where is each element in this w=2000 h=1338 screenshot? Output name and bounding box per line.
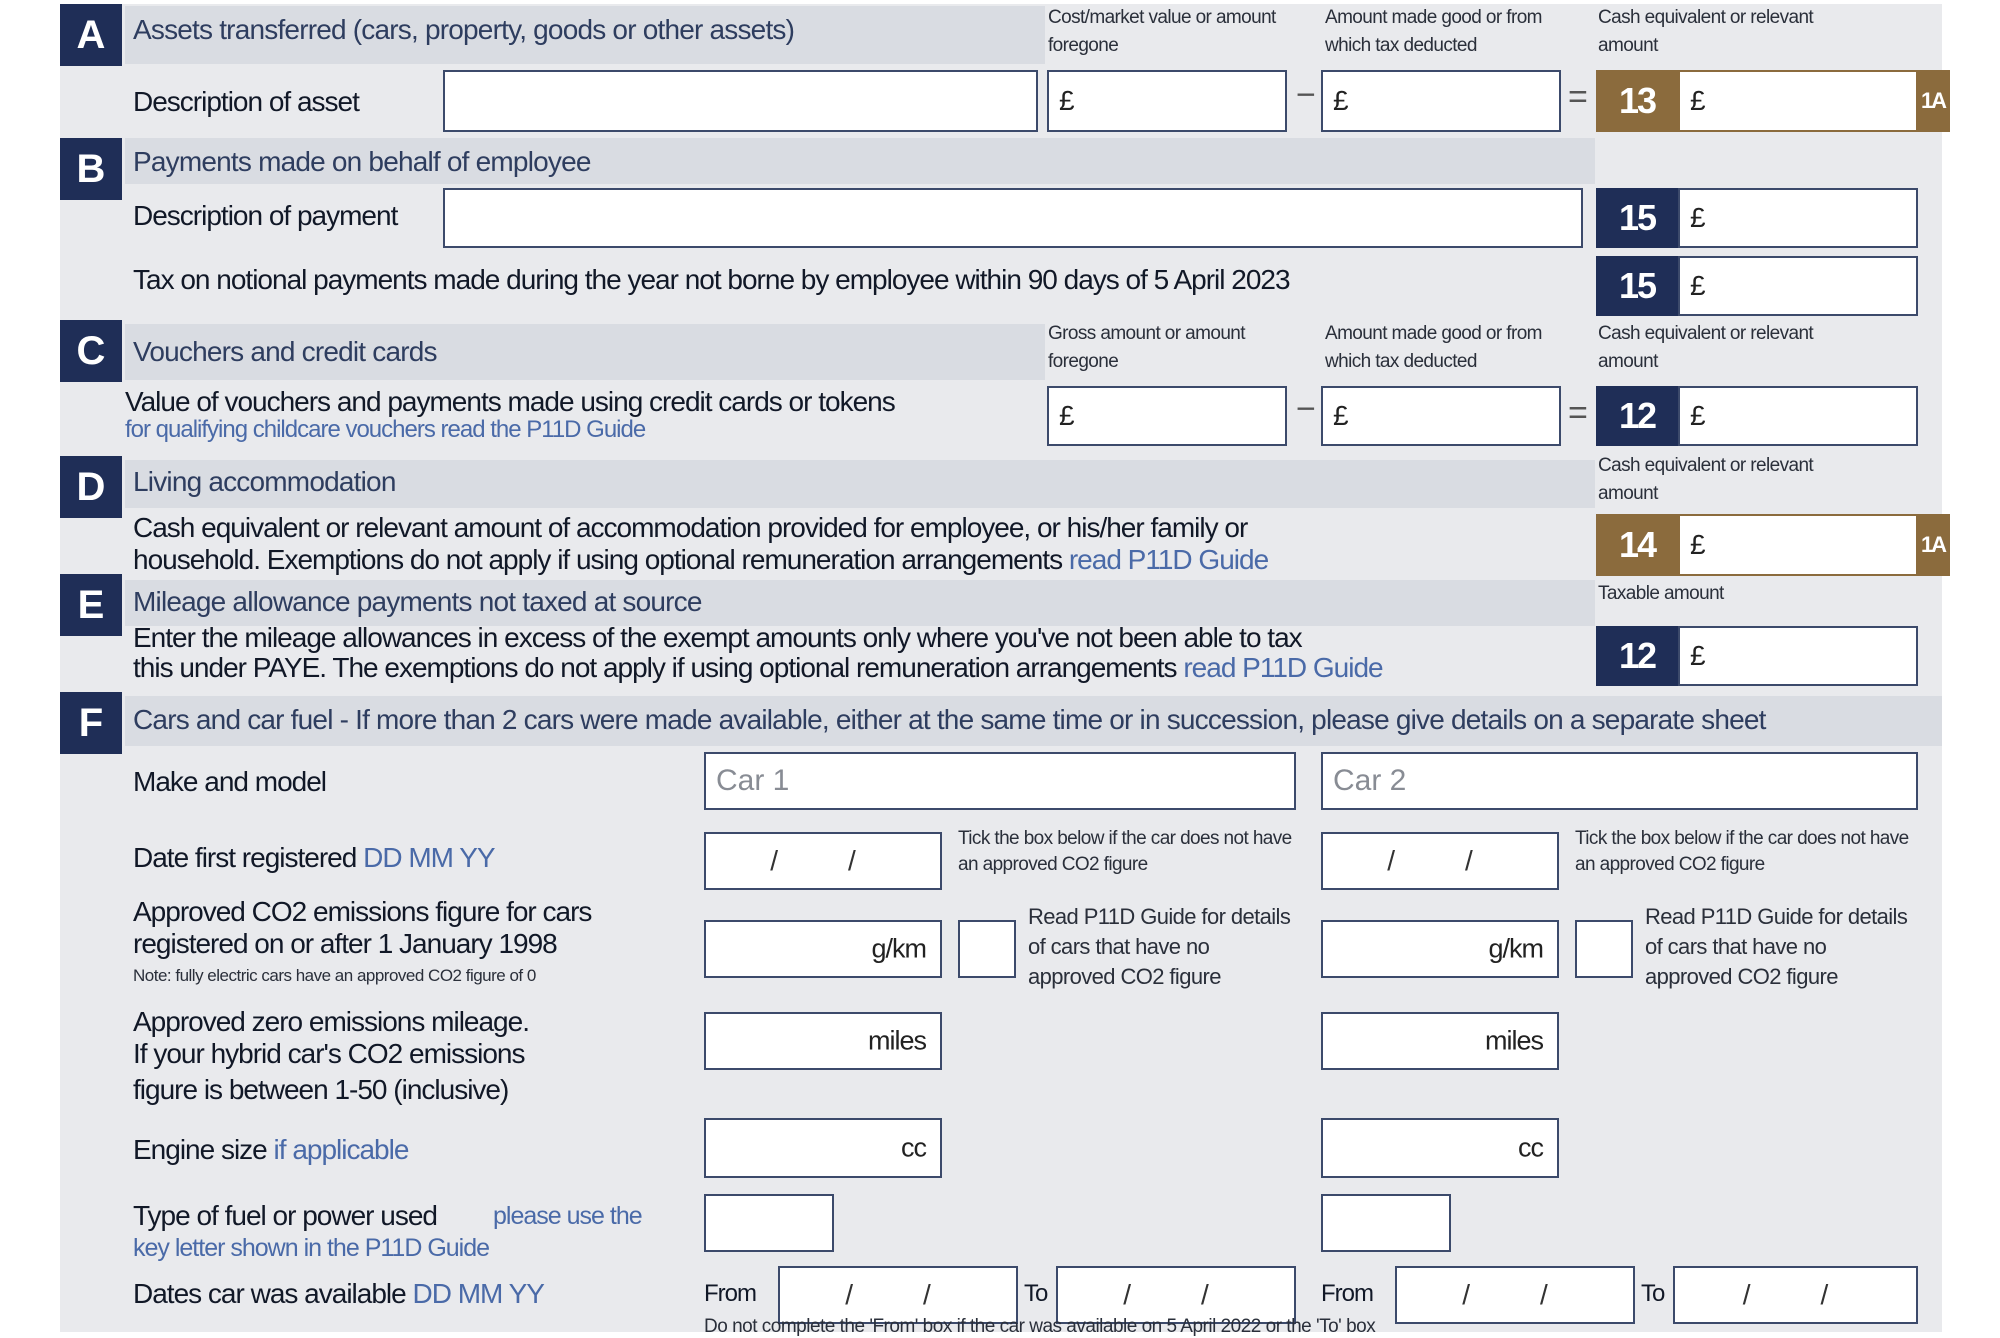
pound-sign: £: [1690, 270, 1706, 301]
section-a-col1-heading: Cost/market value or amount foregone: [1048, 7, 1276, 56]
car-2-engine-size-input[interactable]: [1321, 1118, 1559, 1178]
equals-sign: =: [1568, 394, 1588, 432]
car-2-from-label: From: [1321, 1280, 1373, 1307]
section-b-title: Payments made on behalf of employee: [133, 146, 591, 177]
section-b-badge: B: [60, 138, 122, 200]
vouchers-gross-input[interactable]: [1047, 386, 1287, 446]
dates-available-text: Dates car was available: [133, 1278, 406, 1309]
minus-sign: −: [1296, 76, 1316, 114]
payment-description-label: Description of payment: [133, 200, 398, 231]
accommodation-guide-hint: read P11D Guide: [1068, 544, 1269, 575]
date-separators: [780, 1279, 1016, 1311]
zero-emissions-label-3: figure is between 1-50 (inclusive): [133, 1074, 509, 1105]
date-slash: /: [1123, 1279, 1131, 1310]
car-2-available-from-input[interactable]: [1395, 1266, 1635, 1324]
box-number-14: 14: [1596, 514, 1678, 576]
date-slash: /: [1742, 1279, 1751, 1310]
car-1-engine-size-input[interactable]: [704, 1118, 942, 1178]
dates-footer-note: Do not complete the 'From' box if the car was available on 5 April 2022 or the 'To' box: [704, 1316, 1376, 1337]
vouchers-cash-equivalent-input[interactable]: [1678, 386, 1918, 446]
box-number-12: 12: [1596, 626, 1678, 686]
car-2-co2-guide-note: Read P11D Guide for details of cars that have no approved CO2 figure: [1645, 904, 1908, 989]
fuel-type-text: Type of fuel or power used: [133, 1200, 437, 1231]
date-slash: /: [1387, 845, 1395, 876]
class-1a-tag: 1A: [1916, 70, 1950, 132]
section-a-col2-heading: Amount made good or from which tax deducted: [1325, 7, 1542, 56]
asset-cost-input[interactable]: [1047, 70, 1287, 132]
date-slash: /: [770, 845, 778, 876]
asset-description-label: Description of asset: [133, 86, 359, 117]
car-1-no-co2-checkbox[interactable]: [958, 920, 1016, 978]
section-d-title: Living accommodation: [133, 466, 396, 497]
car-1-co2-guide-note: Read P11D Guide for details of cars that have no approved CO2 figure: [1028, 904, 1291, 989]
car-2-tick-note: Tick the box below if the car does not have an approved CO2 figure: [1575, 828, 1909, 875]
class-1a-tag: 1A: [1916, 514, 1950, 576]
equals-sign: =: [1568, 78, 1588, 116]
make-model-label: Make and model: [133, 766, 327, 797]
box-number-13: 13: [1596, 70, 1678, 132]
pound-sign: £: [1690, 202, 1706, 233]
accommodation-cash-equivalent-input[interactable]: [1678, 514, 1918, 576]
date-registered-hint: DD MM YY: [363, 842, 495, 873]
car-1-co2-input[interactable]: [704, 920, 942, 978]
section-a-badge: A: [60, 4, 122, 66]
date-slash: /: [848, 845, 856, 876]
car-2-co2-input[interactable]: [1321, 920, 1559, 978]
payment-amount-input[interactable]: [1678, 188, 1918, 248]
pound-sign: £: [1059, 85, 1075, 116]
car-1-to-label: To: [1024, 1280, 1048, 1307]
date-slash: /: [1820, 1279, 1829, 1310]
date-separators: [1397, 1279, 1633, 1311]
notional-payments-input[interactable]: [1678, 256, 1918, 316]
car-1-make-model-input[interactable]: [704, 752, 1296, 810]
mileage-guide-hint: read P11D Guide: [1183, 652, 1383, 683]
pound-sign: £: [1059, 400, 1075, 431]
minus-sign: −: [1296, 390, 1316, 428]
pound-sign: £: [1333, 400, 1349, 431]
section-c-badge: C: [60, 320, 122, 382]
co2-unit: g/km: [1488, 933, 1543, 964]
co2-label-line-1: Approved CO2 emissions figure for cars: [133, 896, 592, 927]
car-2-placeholder: Car 2: [1333, 764, 1407, 797]
miles-unit: miles: [867, 1025, 926, 1056]
car-1-date-registered-input[interactable]: [704, 832, 942, 890]
zero-emissions-label-2: If your hybrid car's CO2 emissions: [133, 1038, 525, 1069]
engine-size-hint: if applicable: [273, 1134, 409, 1165]
payment-description-input[interactable]: [443, 188, 1583, 248]
section-e-badge: E: [60, 574, 122, 636]
engine-size-text: Engine size: [133, 1134, 267, 1165]
fuel-type-hint: please use the key letter shown in the P11D Guide: [133, 1202, 642, 1262]
mileage-line-2: [133, 652, 1383, 684]
zero-emissions-label-1: Approved zero emissions mileage.: [133, 1006, 529, 1037]
asset-made-good-input[interactable]: [1321, 70, 1561, 132]
miles-unit: miles: [1484, 1025, 1543, 1056]
car-2-zero-emissions-input[interactable]: [1321, 1012, 1559, 1070]
section-e-title: Mileage allowance payments not taxed at source: [133, 586, 702, 617]
pound-sign: £: [1690, 400, 1706, 431]
section-c-title: Vouchers and credit cards: [133, 336, 437, 367]
mileage-line-2-text: this under PAYE. The exemptions do not apply if using optional remuneration arrangements: [133, 652, 1177, 683]
section-c-col2-heading: Amount made good or from which tax deducted: [1325, 323, 1542, 372]
date-slash: /: [1465, 845, 1473, 876]
car-2-date-registered-input[interactable]: [1321, 832, 1559, 890]
date-slash: /: [923, 1279, 931, 1310]
notional-payments-label: Tax on notional payments made during the year not borne by employee within 90 days of 5 April 2023: [133, 264, 1290, 295]
section-d-badge: D: [60, 456, 122, 518]
section-a-title: Assets transferred (cars, property, goods or other assets): [133, 14, 795, 45]
cc-unit: cc: [1518, 1132, 1543, 1163]
car-1-zero-emissions-input[interactable]: [704, 1012, 942, 1070]
asset-description-input[interactable]: [443, 70, 1038, 132]
date-separators: [1323, 845, 1557, 877]
asset-cash-equivalent-input[interactable]: [1678, 70, 1918, 132]
box-number-12: 12: [1596, 386, 1678, 446]
mileage-line-1: Enter the mileage allowances in excess of the exempt amounts only where you've not been able to tax: [133, 622, 1302, 653]
vouchers-made-good-input[interactable]: [1321, 386, 1561, 446]
car-2-fuel-type-input[interactable]: [1321, 1194, 1451, 1252]
date-registered-text: Date first registered: [133, 842, 357, 873]
date-separators: [1058, 1279, 1294, 1311]
box-number-15: 15: [1596, 256, 1678, 316]
pound-sign: £: [1690, 640, 1706, 671]
pound-sign: £: [1690, 85, 1706, 116]
accommodation-line-2: [133, 544, 1268, 576]
car-2-to-label: To: [1641, 1280, 1665, 1307]
car-1-placeholder: Car 1: [716, 764, 790, 797]
date-separators: [706, 845, 940, 877]
section-f-badge: F: [60, 692, 122, 754]
date-separators: [1675, 1279, 1916, 1311]
accommodation-line-1: Cash equivalent or relevant amount of accommodation provided for employee, or his/her family or: [133, 512, 1248, 543]
co2-unit: g/km: [871, 933, 926, 964]
date-slash: /: [1462, 1279, 1470, 1310]
car-1-tick-note: Tick the box below if the car does not have an approved CO2 figure: [958, 828, 1292, 875]
car-2-available-to-input[interactable]: [1673, 1266, 1918, 1324]
pound-sign: £: [1690, 529, 1706, 560]
car-1-from-label: From: [704, 1280, 756, 1307]
vouchers-hint: for qualifying childcare vouchers read the P11D Guide: [125, 416, 646, 443]
co2-electric-note: Note: fully electric cars have an approved CO2 figure of 0: [133, 966, 536, 985]
vouchers-label: Value of vouchers and payments made using credit cards or tokens: [125, 386, 895, 417]
co2-label-line-2: registered on or after 1 January 1998: [133, 928, 557, 959]
section-c-col1-heading: Gross amount or amount foregone: [1048, 323, 1245, 372]
engine-size-label: [133, 1134, 408, 1166]
car-2-make-model-input[interactable]: [1321, 752, 1918, 810]
section-d-col3-heading: Cash equivalent or relevant amount: [1598, 455, 1814, 504]
dates-available-label: [133, 1278, 544, 1310]
date-registered-label: [133, 842, 495, 874]
date-slash: /: [1201, 1279, 1209, 1310]
cc-unit: cc: [901, 1132, 926, 1163]
mileage-taxable-amount-input[interactable]: [1678, 626, 1918, 686]
date-slash: /: [845, 1279, 853, 1310]
car-1-fuel-type-input[interactable]: [704, 1194, 834, 1252]
pound-sign: £: [1333, 85, 1349, 116]
section-c-col3-heading: Cash equivalent or relevant amount: [1598, 323, 1814, 372]
car-2-no-co2-checkbox[interactable]: [1575, 920, 1633, 978]
box-number-15: 15: [1596, 188, 1678, 248]
section-e-col3-heading: Taxable amount: [1598, 583, 1724, 604]
section-f-title: Cars and car fuel - If more than 2 cars were made available, either at the same time or in succession, please give details on a separate sheet: [133, 704, 1766, 735]
accommodation-line-2-text: household. Exemptions do not apply if using optional remuneration arrangements: [133, 544, 1063, 575]
dates-available-hint: DD MM YY: [412, 1278, 544, 1309]
section-a-col3-heading: Cash equivalent or relevant amount: [1598, 7, 1814, 56]
date-slash: /: [1540, 1279, 1548, 1310]
